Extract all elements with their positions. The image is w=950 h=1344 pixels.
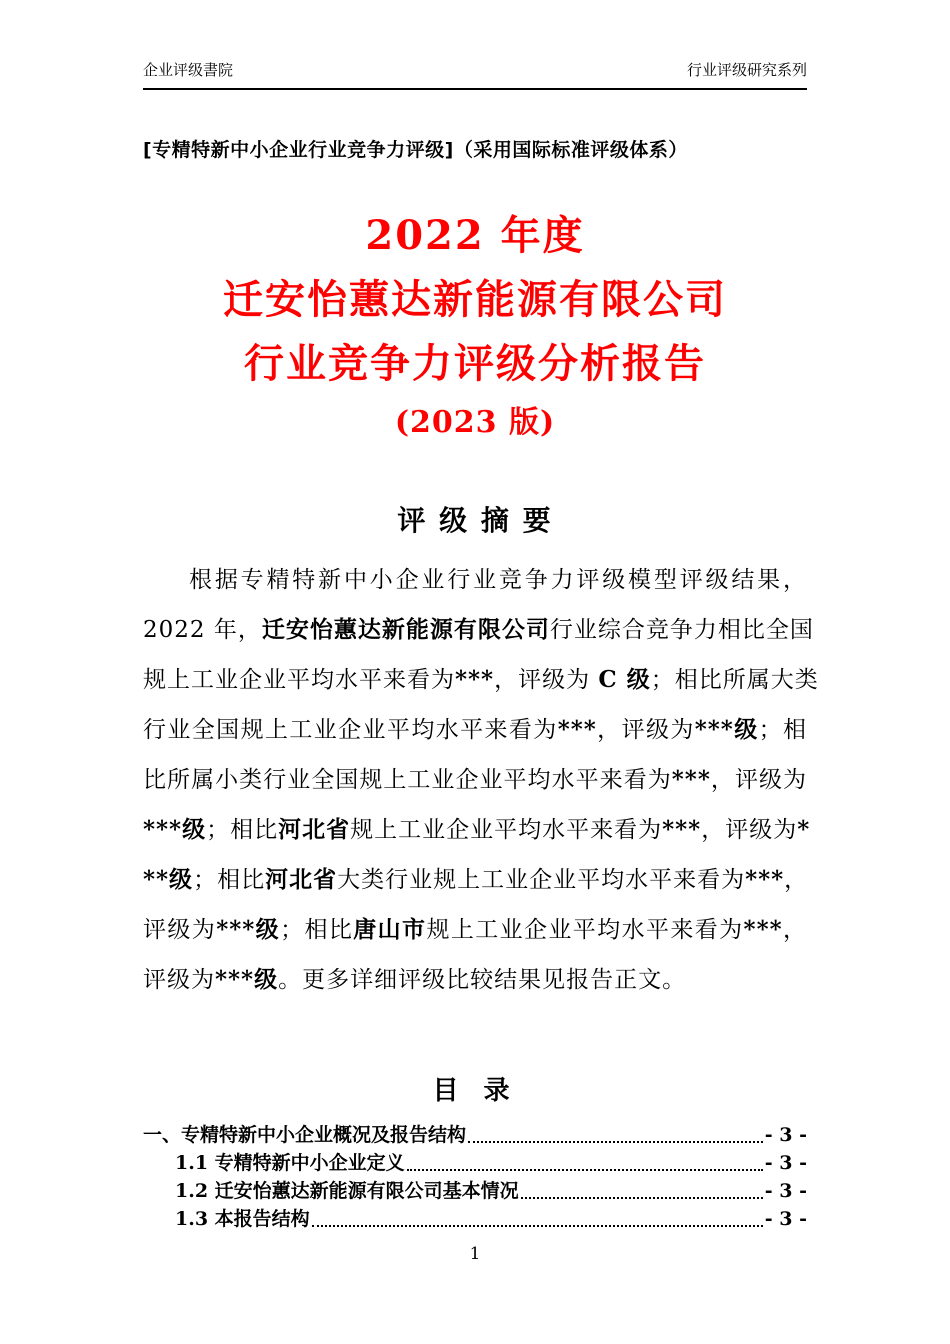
summary-bold-segment: ***级 xyxy=(215,965,279,993)
summary-text-segment: 规上工业企业平均水平来看为 xyxy=(426,916,744,943)
summary-text-segment: 2022 年， xyxy=(143,616,262,643)
page-number: 1 xyxy=(469,1244,481,1264)
summary-bold-segment: *** xyxy=(455,665,495,693)
summary-line xyxy=(143,905,807,955)
header-left-text: 企业评级書院 xyxy=(143,61,234,79)
rating-system-note: [专精特新中小企业行业竞争力评级]（采用国际标准评级体系） xyxy=(143,139,688,161)
summary-text-segment: ， xyxy=(782,916,808,943)
summary-bold-segment: 迁安怡蕙达新能源有限公司 xyxy=(261,615,550,643)
summary-text-segment: 。更多详细评级比较结果见报告正文。 xyxy=(278,966,687,993)
summary-text-segment: ；相比 xyxy=(206,816,279,843)
header-right-text: 行业评级研究系列 xyxy=(686,61,807,79)
summary-text-segment: ；相 xyxy=(758,716,808,743)
title-year-line: 2022 年度 xyxy=(365,212,585,259)
summary-line xyxy=(143,705,807,755)
summary-line xyxy=(143,555,807,605)
report-title-block xyxy=(143,214,807,441)
summary-bold-segment: *** xyxy=(743,915,783,943)
summary-text-segment: 评级为 xyxy=(143,966,215,993)
summary-text-segment: 规上工业企业平均水平来看为 xyxy=(143,666,455,693)
summary-text-segment: ，评级为 xyxy=(596,716,695,743)
toc-dotted-leader xyxy=(521,1197,763,1199)
title-edition-line: (2023 版) xyxy=(394,405,556,440)
summary-bold-segment: *** xyxy=(662,815,702,843)
summary-bold-segment: 河北省 xyxy=(265,865,338,893)
summary-bold-segment: 河北省 xyxy=(278,815,351,843)
toc-item xyxy=(143,1149,807,1177)
summary-text-segment: 行业全国规上工业企业平均水平来看为 xyxy=(143,716,558,743)
summary-text-segment: ；相比 xyxy=(280,916,354,943)
toc-dotted-leader xyxy=(468,1141,763,1143)
summary-text-segment: 评级为 xyxy=(143,916,217,943)
summary-text-segment: ；相比所属大类 xyxy=(650,666,819,693)
summary-line xyxy=(143,605,814,655)
toc-item-label: 1.3 本报告结构 xyxy=(175,1207,310,1230)
toc-item-page: - 3 - xyxy=(764,1207,807,1230)
summary-bold-segment: ***级 xyxy=(143,815,207,843)
summary-bold-segment: 唐山市 xyxy=(353,915,427,943)
summary-bold-segment: *** xyxy=(745,865,785,893)
toc-item-label: 1.2 迁安怡蕙达新能源有限公司基本情况 xyxy=(175,1179,519,1202)
title-company-line: 迁安怡蕙达新能源有限公司 xyxy=(223,276,727,323)
toc-item xyxy=(143,1121,807,1149)
summary-line xyxy=(143,855,807,905)
summary-bold-segment: **级 xyxy=(143,865,194,893)
summary-heading: 评 级 摘 要 xyxy=(397,503,553,537)
summary-text-segment: 比所属小类行业全国规上工业企业平均水平来看为 xyxy=(143,766,672,793)
toc-item-label: 一、专精特新中小企业概况及报告结构 xyxy=(143,1123,467,1146)
toc-heading: 目 录 xyxy=(432,1075,518,1106)
summary-text-segment: 大类行业规上工业企业平均水平来看为 xyxy=(337,866,746,893)
summary-text-segment: ，评级为 xyxy=(494,666,599,693)
toc-item-page: - 3 - xyxy=(764,1179,807,1202)
summary-text-segment: ；相比 xyxy=(193,866,266,893)
summary-line xyxy=(143,755,807,805)
page-header xyxy=(143,60,807,90)
summary-text-segment: ，评级为 xyxy=(701,816,798,843)
toc-item-label: 1.1 专精特新中小企业定义 xyxy=(175,1151,405,1174)
summary-bold-segment: ***级 xyxy=(216,915,281,943)
toc-item xyxy=(143,1177,807,1205)
summary-text-segment: 行业综合竞争力相比全国 xyxy=(549,616,814,643)
summary-bold-segment: *** xyxy=(671,765,711,793)
toc-item xyxy=(143,1205,807,1233)
summary-line xyxy=(143,655,819,705)
summary-bold-segment: *** xyxy=(557,715,597,743)
summary-bold-segment: C 级 xyxy=(598,665,651,693)
summary-line xyxy=(143,955,807,1005)
summary-bold-segment: ***级 xyxy=(694,715,759,743)
summary-text-segment: 根据专精特新中小企业行业竞争力评级模型评级结果， xyxy=(189,566,807,593)
summary-line xyxy=(143,805,811,855)
title-report-line: 行业竞争力评级分析报告 xyxy=(244,340,706,387)
toc-item-page: - 3 - xyxy=(764,1123,807,1146)
summary-text-segment: ，评级为 xyxy=(710,766,808,793)
summary-text-segment: 规上工业企业平均水平来看为 xyxy=(350,816,663,843)
toc-list xyxy=(143,1121,807,1233)
toc-dotted-leader xyxy=(312,1225,763,1227)
toc-item-page: - 3 - xyxy=(764,1151,807,1174)
toc-dotted-leader xyxy=(407,1169,763,1171)
summary-paragraph xyxy=(143,555,819,1005)
summary-bold-segment: * xyxy=(797,815,811,843)
summary-text-segment: ， xyxy=(784,866,809,893)
